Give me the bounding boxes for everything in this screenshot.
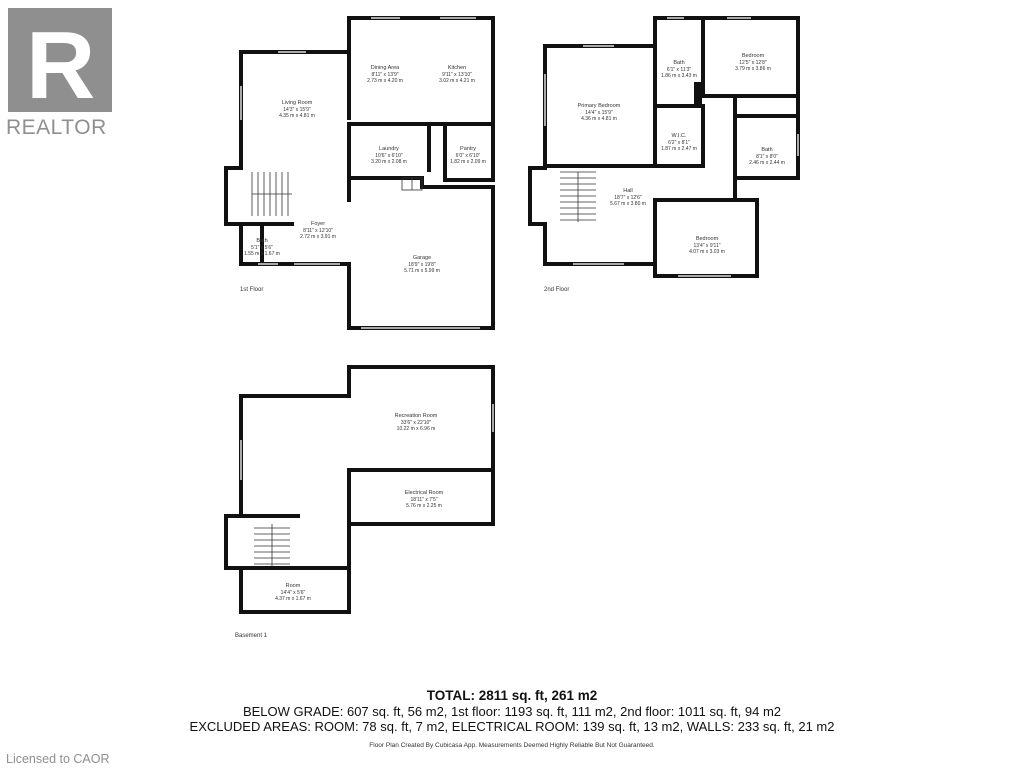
excluded-areas-summary: EXCLUDED AREAS: ROOM: 78 sq. ft, 7 m2, ELECTRICAL ROOM: 139 sq. ft, 13 m2, WALLS: 233 sq. ft, 21 m2 xyxy=(189,719,835,734)
pantry-name: Pantry xyxy=(460,146,476,152)
dining-area-imperial: 8'11" x 13'9" xyxy=(371,72,399,78)
second-bath-metric: 2.46 m x 2.44 m xyxy=(749,160,785,166)
electrical-room-imperial: 18'11" x 7'5" xyxy=(410,497,438,503)
basement-label: Basement 1 xyxy=(235,633,268,639)
pantry-imperial: 6'0" x 6'10" xyxy=(455,153,481,159)
electrical-room-name: Electrical Room xyxy=(404,490,444,496)
dining-area-metric: 2.73 m x 4.20 m xyxy=(367,78,403,84)
living-room-imperial: 14'3" x 15'9" xyxy=(283,107,311,113)
primary-bedroom-imperial: 14'4" x 15'9" xyxy=(585,110,613,116)
bedroom-two-name: Bedroom xyxy=(695,236,719,242)
foyer-imperial: 8'11" x 12'10" xyxy=(303,228,333,234)
garage-imperial: 18'9" x 19'8" xyxy=(408,262,436,268)
realtor-logo-letter: R xyxy=(26,12,96,119)
dining-area-name: Dining Area xyxy=(370,65,400,71)
laundry-name: Laundry xyxy=(379,146,399,152)
total-area: TOTAL: 2811 sq. ft, 261 m2 xyxy=(426,688,598,703)
first-bath-metric: 1.55 m x 1.67 m xyxy=(244,251,280,257)
first-floor-label: 1st Floor xyxy=(240,287,264,293)
basement-room-imperial: 14'4" x 5'6" xyxy=(280,590,306,596)
wall-details xyxy=(694,82,702,104)
living-room-name: Living Room xyxy=(281,100,313,106)
garage-metric: 5.71 m x 5.99 m xyxy=(404,268,440,274)
second-floor-label: 2nd Floor xyxy=(544,287,570,293)
primary-bedroom-name: Primary Bedroom xyxy=(577,103,621,109)
realtor-wordmark: REALTOR xyxy=(6,116,107,139)
wic-name: W.I.C. xyxy=(671,133,687,139)
first-bath-name: Bath xyxy=(256,238,268,244)
wic-imperial: 6'2" x 8'1" xyxy=(668,140,690,146)
bedroom-one-name: Bedroom xyxy=(741,53,765,59)
recreation-room-imperial: 33'6" x 22'10" xyxy=(400,420,432,426)
foyer-metric: 2.72 m x 3.91 m xyxy=(300,234,336,240)
first-bath-imperial: 5'1" x 5'6" xyxy=(251,245,273,251)
bath-fixture xyxy=(694,82,702,104)
second-bath-name: Bath xyxy=(761,147,773,153)
upper-bath-imperial: 6'1" x 11'3" xyxy=(666,67,692,73)
below-grade-summary: BELOW GRADE: 607 sq. ft, 56 m2, 1st floor: 1193 sq. ft, 111 m2, 2nd floor: 1011 sq. ft, 94 m2 xyxy=(242,704,782,719)
foyer-name: Foyer xyxy=(310,221,326,227)
wic-metric: 1.87 m x 2.47 m xyxy=(661,146,697,152)
recreation-room-name: Recreation Room xyxy=(394,413,438,419)
hall-imperial: 18'7" x 12'6" xyxy=(614,195,642,201)
bedroom-two-imperial: 13'4" x 9'11" xyxy=(693,243,721,249)
bedroom-one-metric: 3.79 m x 3.86 m xyxy=(735,66,771,72)
bedroom-one-imperial: 12'5" x 12'8" xyxy=(739,60,767,66)
basement-room-metric: 4.37 m x 1.67 m xyxy=(275,596,311,602)
living-room-metric: 4.35 m x 4.81 m xyxy=(279,113,315,119)
primary-bedroom-metric: 4.36 m x 4.81 m xyxy=(581,116,617,122)
hall-metric: 5.67 m x 3.80 m xyxy=(610,201,646,207)
upper-bath-name: Bath xyxy=(673,60,685,66)
bedroom-two-metric: 4.07 m x 3.03 m xyxy=(689,249,725,255)
basement-walls xyxy=(226,367,493,612)
basement-room-name: Room xyxy=(285,583,301,589)
recreation-room-metric: 10.22 m x 6.96 m xyxy=(396,426,436,432)
garage-name: Garage xyxy=(412,255,432,261)
pantry-metric: 1.82 m x 2.09 m xyxy=(450,159,486,165)
kitchen-metric: 3.02 m x 4.21 m xyxy=(439,78,475,84)
laundry-metric: 3.20 m x 2.08 m xyxy=(371,159,407,165)
floor-plan-credit: Floor Plan Created By Cubicasa App. Measurements Deemed Highly Reliable But Not Guaranteed. xyxy=(369,742,655,749)
license-watermark: Licensed to CAOR xyxy=(6,752,110,766)
kitchen-name: Kitchen xyxy=(447,65,467,71)
laundry-imperial: 10'6" x 6'10" xyxy=(375,153,403,159)
upper-bath-metric: 1.86 m x 3.43 m xyxy=(661,73,697,79)
electrical-room-metric: 5.76 m x 2.25 m xyxy=(406,503,442,509)
hall-name: Hall xyxy=(623,188,633,194)
kitchen-imperial: 9'11" x 13'10" xyxy=(442,72,472,78)
second-bath-imperial: 8'1" x 8'0" xyxy=(756,154,778,160)
